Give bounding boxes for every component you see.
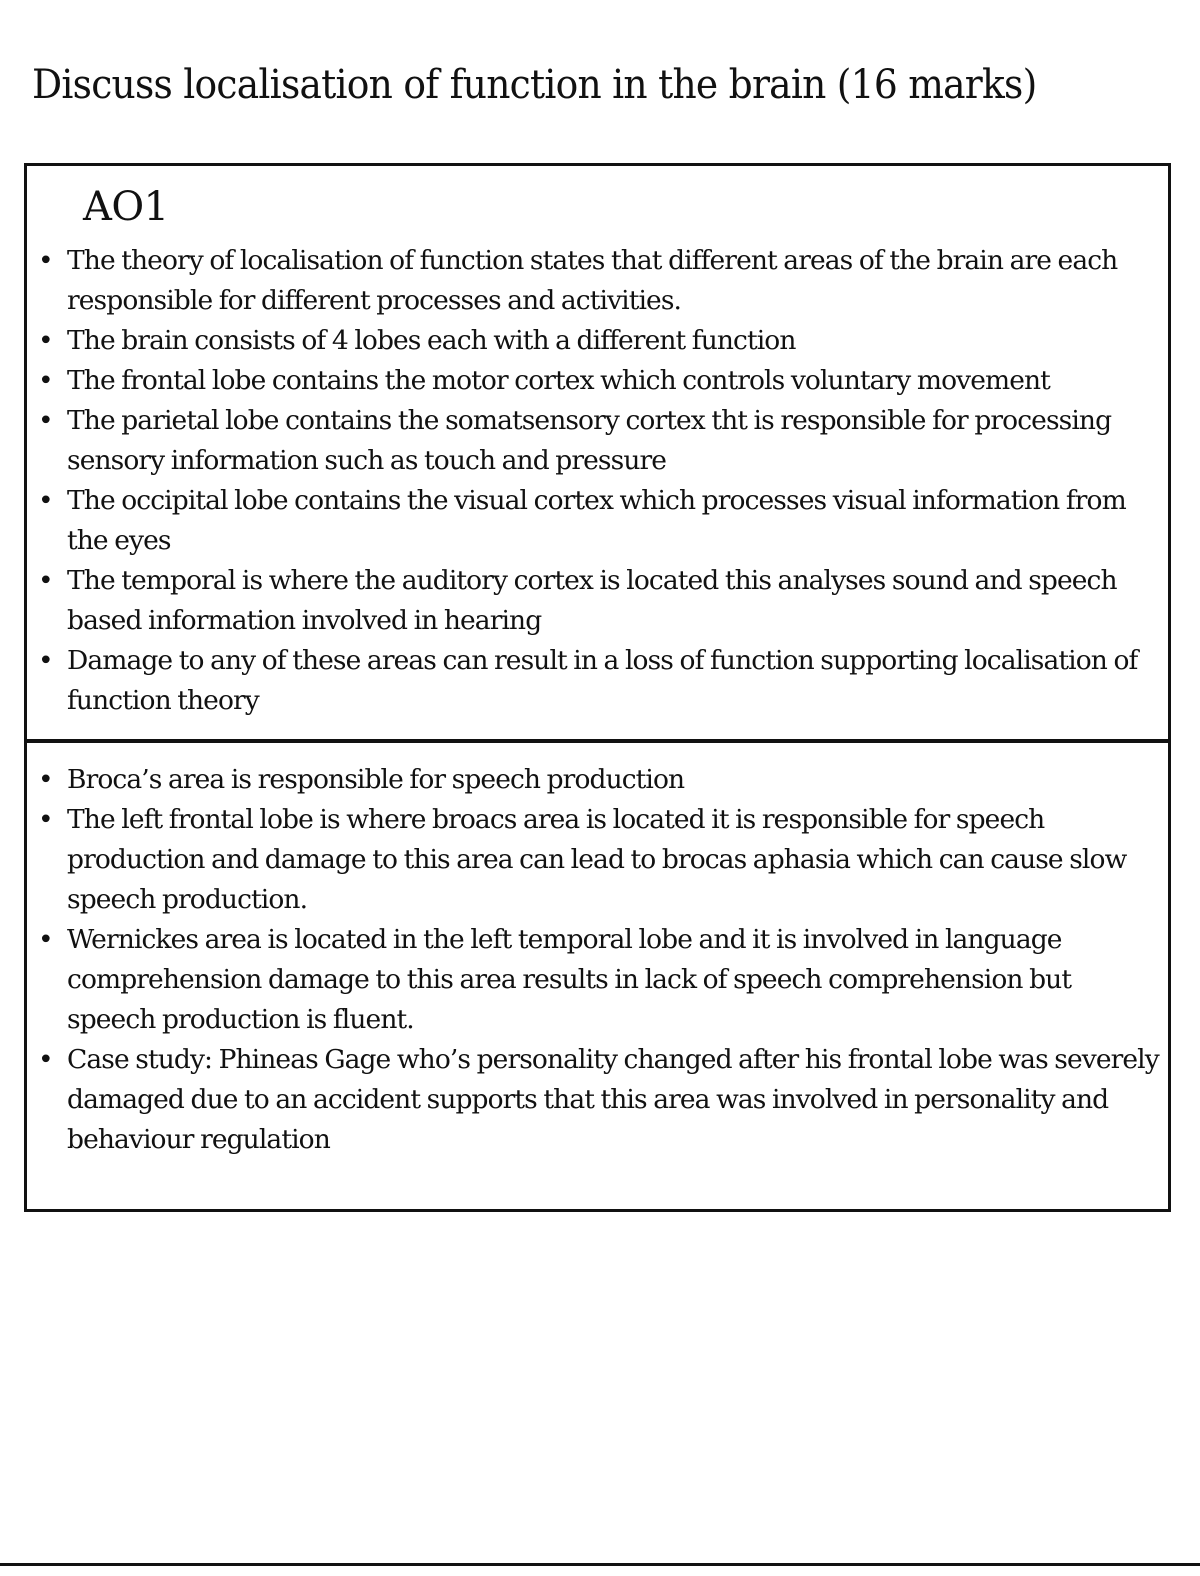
list-item: • The theory of localisation of function states that different areas of the brain are each responsible for different processes and activities.: [27, 241, 1162, 321]
list-item: • The occipital lobe contains the visual cortex which processes visual information from the eyes: [27, 481, 1162, 561]
list-item: • The temporal is where the auditory cortex is located this analyses sound and speech based information involved in hearing: [27, 561, 1162, 641]
evaluation-bullet-list: [27, 760, 1162, 1160]
list-item: • The left frontal lobe is where broacs area is located it is responsible for speech production and damage to this area can lead to brocas aphasia which can cause slow speech production.: [27, 800, 1162, 920]
list-item: • Broca’s area is responsible for speech production: [27, 760, 1162, 800]
answer-box: [24, 163, 1171, 1212]
section-divider: [27, 739, 1168, 743]
list-item: • Case study: Phineas Gage who’s personality changed after his frontal lobe was severely damaged due to an accident supports that this area was involved in personality and behaviour regulation: [27, 1040, 1162, 1160]
list-item: • The brain consists of 4 lobes each with a different function: [27, 321, 1162, 361]
list-item: • The parietal lobe contains the somatsensory cortex tht is responsible for processing sensory information such as touch and pressure: [27, 401, 1162, 481]
page-title: Discuss localisation of function in the brain (16 marks): [32, 62, 1037, 108]
list-item: • Damage to any of these areas can result in a loss of function supporting localisation of function theory: [27, 641, 1162, 721]
ao1-heading: AO1: [83, 184, 169, 230]
bottom-rule: [0, 1563, 1200, 1566]
list-item: • Wernickes area is located in the left temporal lobe and it is involved in language comprehension damage to this area results in lack of speech comprehension but speech production is fluent.: [27, 920, 1162, 1040]
ao1-bullet-list: [27, 241, 1162, 721]
list-item: • The frontal lobe contains the motor cortex which controls voluntary movement: [27, 361, 1162, 401]
